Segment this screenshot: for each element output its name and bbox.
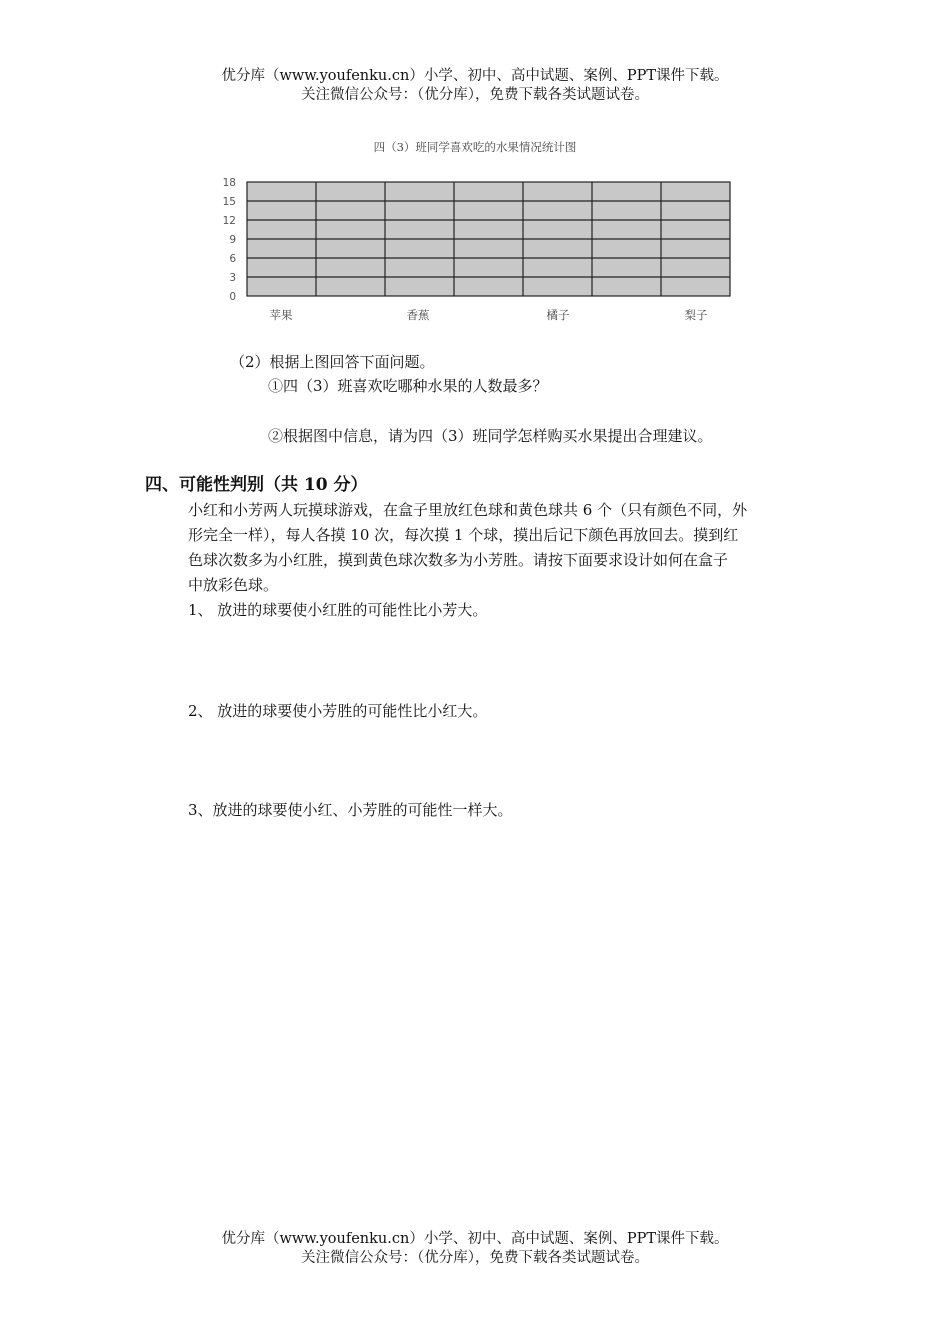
y-tick-label: 15 xyxy=(222,196,236,208)
section-4-title: 四、可能性判别（共 10 分） xyxy=(145,475,368,495)
header-line-1: 优分库（www.youfenku.cn）小学、初中、高中试题、案例、PPT课件下载。 xyxy=(221,68,729,84)
question-2-2: ②根据图中信息，请为四（3）班同学怎样购买水果提出合理建议。 xyxy=(268,427,713,445)
x-category-label: 香蕉 xyxy=(406,308,430,322)
section-4-para-line: 色球次数多为小红胜，摸到黄色球次数多为小芳胜。请按下面要求设计如何在盒子 xyxy=(188,551,729,569)
section-4-para-line: 形完全一样），每人各摸 10 次，每次摸 1 个球，摸出后记下颜色再放回去。摸到红 xyxy=(188,526,739,544)
bar-chart xyxy=(0,170,950,330)
x-category-label: 苹果 xyxy=(269,308,293,322)
y-tick-label: 9 xyxy=(229,234,236,246)
section-4-para-line: 小红和小芳两人玩摸球游戏，在盒子里放红色球和黄色球共 6 个（只有颜色不同，外 xyxy=(188,501,748,519)
footer-line-2: 关注微信公众号：（优分库），免费下载各类试题试卷。 xyxy=(301,1250,649,1266)
section-4-item-1: 1、 放进的球要使小红胜的可能性比小芳大。 xyxy=(188,601,488,619)
y-tick-label: 18 xyxy=(222,177,236,189)
x-category-label: 橘子 xyxy=(546,308,570,322)
chart-svg xyxy=(0,170,950,330)
section-4-item-3: 3、放进的球要使小红、小芳胜的可能性一样大。 xyxy=(188,801,513,819)
y-tick-label: 6 xyxy=(229,253,236,265)
question-2-intro: （2）根据上图回答下面问题。 xyxy=(230,353,435,371)
y-tick-label: 0 xyxy=(229,291,236,303)
section-4-para-line: 中放彩色球。 xyxy=(188,576,279,594)
question-2-1: ①四（3）班喜欢吃哪种水果的人数最多？ xyxy=(268,377,548,395)
y-tick-label: 3 xyxy=(229,272,236,284)
section-4-item-2: 2、 放进的球要使小芳胜的可能性比小红大。 xyxy=(188,702,488,720)
chart-title: 四（3）班同学喜欢吃的水果情况统计图 xyxy=(373,140,577,154)
footer-line-1: 优分库（www.youfenku.cn）小学、初中、高中试题、案例、PPT课件下载。 xyxy=(221,1231,729,1247)
header-line-2: 关注微信公众号：（优分库），免费下载各类试题试卷。 xyxy=(301,87,649,103)
y-tick-label: 12 xyxy=(222,215,236,227)
x-category-label: 梨子 xyxy=(684,308,708,322)
